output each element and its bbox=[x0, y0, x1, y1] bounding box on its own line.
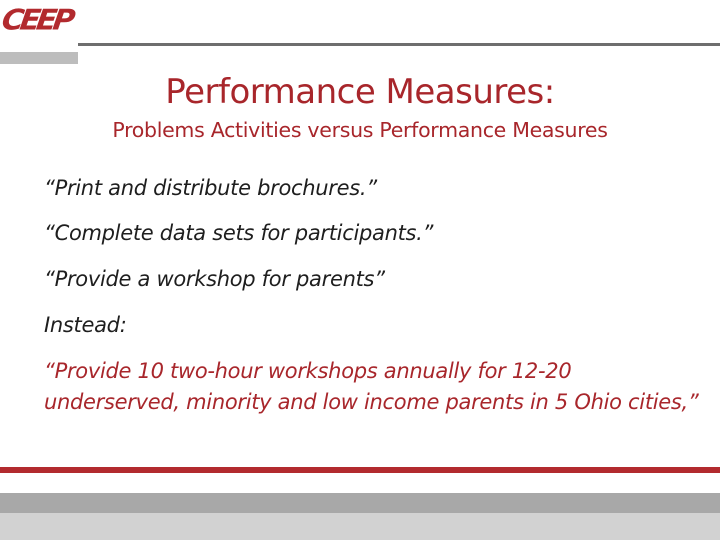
footer-light-band bbox=[0, 513, 720, 540]
instead-label: Instead: bbox=[44, 313, 127, 337]
footer-red-rule bbox=[0, 467, 720, 473]
header-gray-tab bbox=[0, 52, 78, 64]
slide-title: Performance Measures: bbox=[165, 72, 555, 112]
activity-item-brochures: “Print and distribute brochures.” bbox=[44, 176, 377, 200]
activity-item-data-sets: “Complete data sets for participants.” bbox=[44, 221, 434, 245]
performance-measure-example: “Provide 10 two-hour workshops annually for 12-20 underserved, minority and low income parents in 5 Ohio cities,” bbox=[44, 359, 699, 414]
footer-gray-band bbox=[0, 493, 720, 513]
header-divider bbox=[78, 43, 720, 46]
activity-item-workshop: “Provide a workshop for parents” bbox=[44, 267, 385, 291]
slide-subtitle: Problems Activities versus Performance Measures bbox=[112, 118, 608, 142]
ceep-logo: CEEP bbox=[0, 3, 74, 38]
